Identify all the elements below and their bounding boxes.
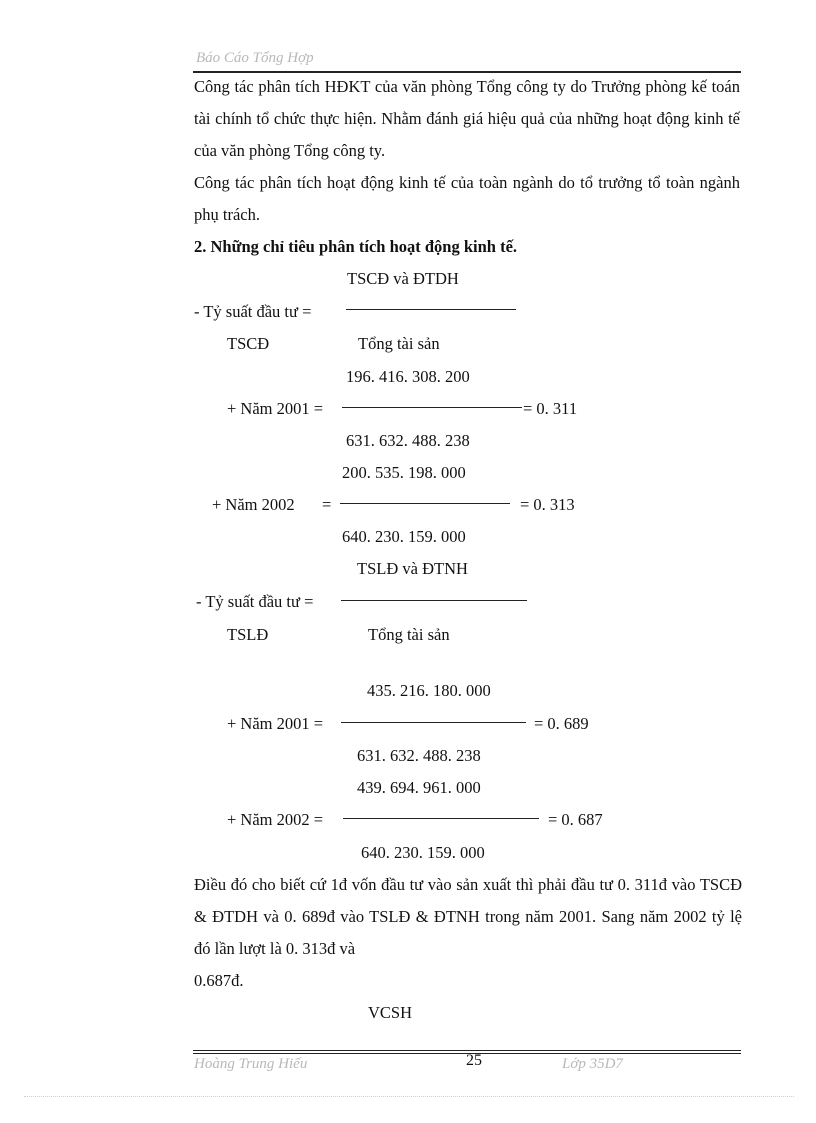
formula1-fraction-line bbox=[346, 309, 516, 310]
conclusion-end: 0.687đ. bbox=[194, 971, 244, 990]
f1-2001-label: + Năm 2001 = bbox=[227, 399, 324, 418]
footer-author: Hoàng Trung Hiếu bbox=[194, 1056, 308, 1072]
f1-2001-denominator: 631. 632. 488. 238 bbox=[346, 431, 470, 450]
conclusion-paragraph: Điều đó cho biết cứ 1đ vốn đầu tư vào sản xuất thì phải đầu tư 0. 311đ vào TSCĐ & ĐTDH và 0. 689đ vào TSLĐ & ĐTNH trong năm 2001. Sang năm 2002 tỷ lệ đó lần lượt là 0. 313đ và bbox=[194, 875, 742, 958]
f1-2001-result: = 0. 311 bbox=[523, 399, 578, 418]
f1-2002-denominator: 640. 230. 159. 000 bbox=[342, 527, 466, 546]
f2-2002-denominator: 640. 230. 159. 000 bbox=[361, 843, 485, 862]
formula1-label: - Tỷ suất đầu tư = bbox=[194, 302, 312, 321]
formula2-fraction-line bbox=[341, 600, 527, 601]
f1-2002-numerator: 200. 535. 198. 000 bbox=[342, 463, 466, 482]
page-edge-dots bbox=[24, 1096, 794, 1097]
f1-2001-numerator: 196. 416. 308. 200 bbox=[346, 367, 470, 386]
section-heading: 2. Những chỉ tiêu phân tích hoạt động kinh tế. bbox=[194, 237, 518, 256]
f2-2001-numerator: 435. 216. 180. 000 bbox=[367, 681, 491, 700]
header-title: Báo Cáo Tổng Hợp bbox=[196, 50, 314, 66]
footer-class: Lớp 35D7 bbox=[562, 1056, 623, 1072]
formula3-numerator: VCSH bbox=[368, 1003, 413, 1022]
f2-2001-result: = 0. 689 bbox=[534, 714, 589, 733]
f1-2002-fraction-line bbox=[340, 503, 510, 504]
f1-2001-fraction-line bbox=[342, 407, 522, 408]
formula2-numerator: TSLĐ và ĐTNH bbox=[357, 559, 468, 578]
formula1-sub-left: TSCĐ bbox=[227, 334, 270, 353]
f2-2002-numerator: 439. 694. 961. 000 bbox=[357, 778, 481, 797]
formula2-label: - Tỷ suất đầu tư = bbox=[196, 592, 314, 611]
page-number: 25 bbox=[466, 1052, 482, 1069]
f2-2001-label: + Năm 2001 = bbox=[227, 714, 324, 733]
f2-2002-fraction-line bbox=[343, 818, 539, 819]
f2-2002-result: = 0. 687 bbox=[548, 810, 603, 829]
paragraph-1: Công tác phân tích HĐKT của văn phòng Tổng công ty do Trưởng phòng kế toán tài chính tổ chức thực hiện. Nhằm đánh giá hiệu quả của những hoạt động kinh tế của văn phòng Tổng công ty. bbox=[194, 77, 740, 160]
f2-2002-label: + Năm 2002 = bbox=[227, 810, 324, 829]
f1-2002-label: + Năm 2002 bbox=[212, 495, 295, 514]
f1-2002-eq: = bbox=[322, 495, 332, 514]
f1-2002-result: = 0. 313 bbox=[520, 495, 575, 514]
formula1-denominator: Tổng tài sản bbox=[358, 334, 440, 353]
f2-2001-fraction-line bbox=[341, 722, 526, 723]
formula2-denominator: Tổng tài sản bbox=[368, 625, 450, 644]
f2-2001-denominator: 631. 632. 488. 238 bbox=[357, 746, 481, 765]
paragraph-2: Công tác phân tích hoạt động kinh tế của toàn ngành do tổ trưởng tổ toàn ngành phụ trách. bbox=[194, 173, 740, 224]
formula1-numerator: TSCĐ và ĐTDH bbox=[347, 269, 459, 288]
footer-rule-top bbox=[193, 1050, 741, 1051]
formula2-sub-left: TSLĐ bbox=[227, 625, 269, 644]
